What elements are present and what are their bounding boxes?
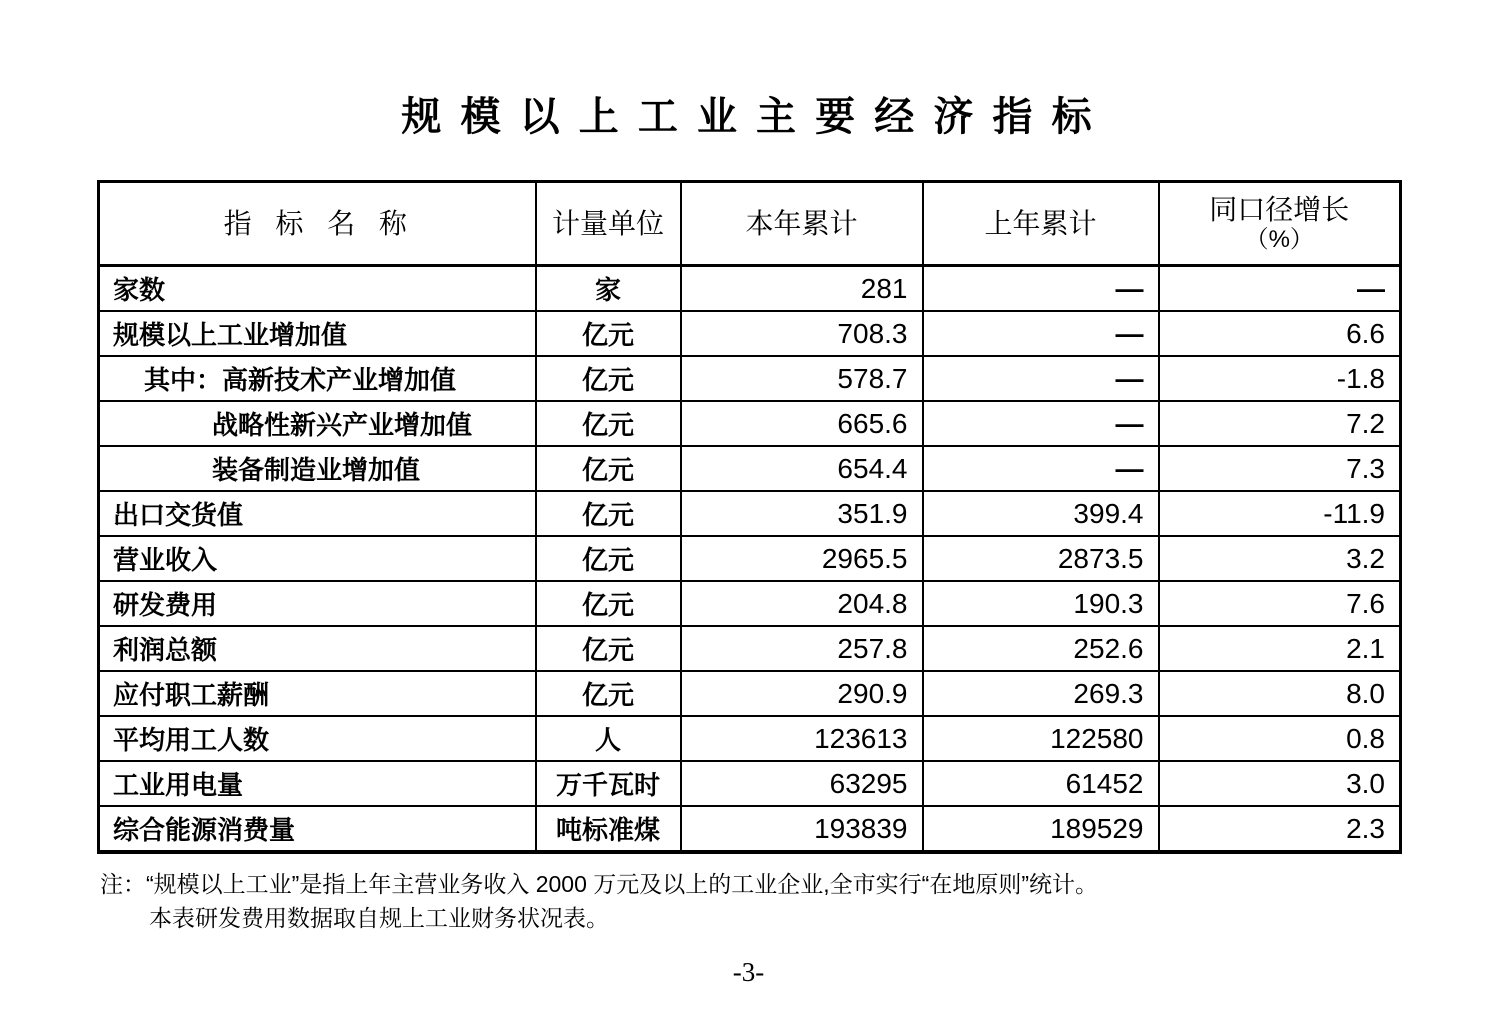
growth-cell: 3.0 [1159, 761, 1401, 806]
current-year-cell: 290.9 [681, 671, 923, 716]
current-year-cell: 654.4 [681, 446, 923, 491]
unit-cell: 亿元 [536, 356, 681, 401]
table-row [99, 536, 1401, 581]
footnote-line-2: 本表研发费用数据取自规上工业财务状况表。 [149, 905, 609, 931]
header-unit: 计量单位 [536, 182, 681, 266]
indicator-name-cell: 出口交货值 [99, 491, 536, 536]
indicator-name-cell: 营业收入 [99, 536, 536, 581]
table-row [99, 491, 1401, 536]
growth-cell: 7.6 [1159, 581, 1401, 626]
previous-year-cell: — [923, 266, 1159, 312]
table-row [99, 761, 1401, 806]
unit-cell: 亿元 [536, 536, 681, 581]
unit-cell: 亿元 [536, 311, 681, 356]
header-row [99, 182, 1401, 266]
table-row [99, 446, 1401, 491]
unit-cell: 人 [536, 716, 681, 761]
table-row [99, 581, 1401, 626]
table-header [99, 182, 1401, 266]
current-year-cell: 708.3 [681, 311, 923, 356]
current-year-cell: 281 [681, 266, 923, 312]
unit-cell: 亿元 [536, 626, 681, 671]
footnote-line-1: 注：“规模以上工业”是指上年主营业务收入 2000 万元及以上的工业企业,全市实行“在地原则”统计。 [100, 871, 1098, 897]
page-title: 规 模 以 上 工 业 主 要 经 济 指 标 [401, 95, 1096, 139]
page-number: -3- [732, 957, 765, 987]
indicator-name-cell: 工业用电量 [99, 761, 536, 806]
growth-cell: — [1159, 266, 1401, 312]
unit-cell: 家 [536, 266, 681, 312]
previous-year-cell: 2873.5 [923, 536, 1159, 581]
growth-cell: 7.2 [1159, 401, 1401, 446]
header-indicator-name: 指 标 名 称 [99, 182, 536, 266]
growth-cell: -1.8 [1159, 356, 1401, 401]
indicator-name-cell: 家数 [99, 266, 536, 312]
current-year-cell: 2965.5 [681, 536, 923, 581]
indicator-name-cell: 利润总额 [99, 626, 536, 671]
indicator-name-cell: 规模以上工业增加值 [99, 311, 536, 356]
header-growth-label: 同口径增长 [1209, 193, 1350, 225]
previous-year-cell: — [923, 446, 1159, 491]
growth-cell: 0.8 [1159, 716, 1401, 761]
footnotes [100, 867, 1300, 935]
unit-cell: 亿元 [536, 671, 681, 716]
previous-year-cell: 252.6 [923, 626, 1159, 671]
current-year-cell: 665.6 [681, 401, 923, 446]
table-row [99, 311, 1401, 356]
current-year-cell: 123613 [681, 716, 923, 761]
previous-year-cell: 269.3 [923, 671, 1159, 716]
previous-year-cell: — [923, 311, 1159, 356]
growth-cell: 3.2 [1159, 536, 1401, 581]
growth-cell: 8.0 [1159, 671, 1401, 716]
unit-cell: 吨标准煤 [536, 806, 681, 852]
header-current-year: 本年累计 [681, 182, 923, 266]
growth-cell: 2.1 [1159, 626, 1401, 671]
header-growth [1159, 182, 1401, 266]
table-row [99, 716, 1401, 761]
indicator-name-cell: 其中：高新技术产业增加值 [99, 356, 536, 401]
current-year-cell: 193839 [681, 806, 923, 852]
table-row [99, 806, 1401, 852]
previous-year-cell: 61452 [923, 761, 1159, 806]
unit-cell: 亿元 [536, 401, 681, 446]
previous-year-cell: 122580 [923, 716, 1159, 761]
current-year-cell: 204.8 [681, 581, 923, 626]
header-growth-percent: （%） [1244, 225, 1314, 253]
previous-year-cell: 399.4 [923, 491, 1159, 536]
previous-year-cell: 189529 [923, 806, 1159, 852]
growth-cell: -11.9 [1159, 491, 1401, 536]
unit-cell: 亿元 [536, 446, 681, 491]
indicator-name-cell: 平均用工人数 [99, 716, 536, 761]
current-year-cell: 578.7 [681, 356, 923, 401]
header-previous-year: 上年累计 [923, 182, 1159, 266]
previous-year-cell: — [923, 356, 1159, 401]
growth-cell: 6.6 [1159, 311, 1401, 356]
unit-cell: 万千瓦时 [536, 761, 681, 806]
indicator-name-cell: 战略性新兴产业增加值 [99, 401, 536, 446]
current-year-cell: 257.8 [681, 626, 923, 671]
table-row [99, 401, 1401, 446]
table-row [99, 671, 1401, 716]
indicator-name-cell: 研发费用 [99, 581, 536, 626]
indicator-name-cell: 应付职工薪酬 [99, 671, 536, 716]
current-year-cell: 63295 [681, 761, 923, 806]
growth-cell: 7.3 [1159, 446, 1401, 491]
indicator-name-cell: 综合能源消费量 [99, 806, 536, 852]
unit-cell: 亿元 [536, 581, 681, 626]
table-row [99, 266, 1401, 312]
unit-cell: 亿元 [536, 491, 681, 536]
indicator-name-cell: 装备制造业增加值 [99, 446, 536, 491]
table-row [99, 626, 1401, 671]
previous-year-cell: — [923, 401, 1159, 446]
previous-year-cell: 190.3 [923, 581, 1159, 626]
growth-cell: 2.3 [1159, 806, 1401, 852]
table-body [99, 266, 1401, 853]
current-year-cell: 351.9 [681, 491, 923, 536]
indicators-table [97, 180, 1402, 854]
table-row [99, 356, 1401, 401]
